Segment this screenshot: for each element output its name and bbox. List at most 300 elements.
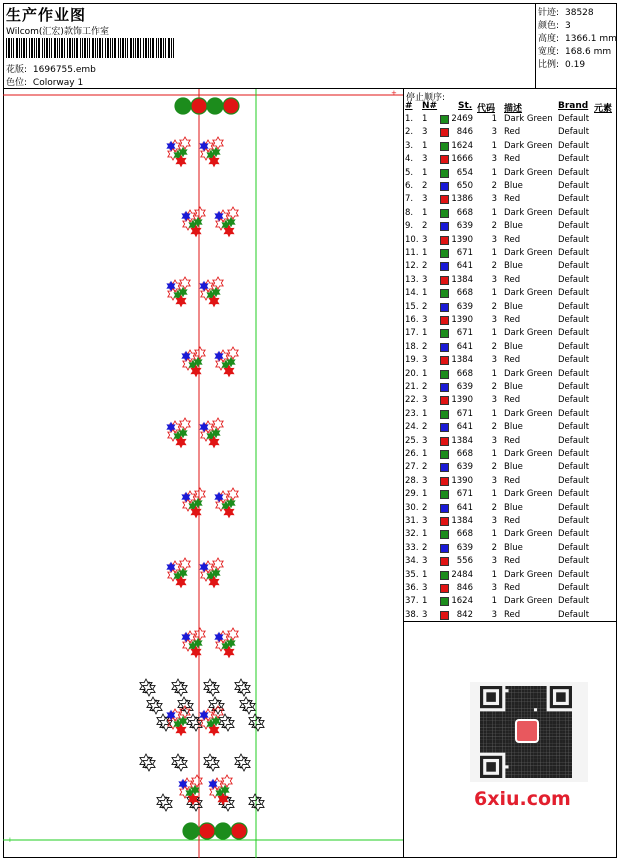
row-description: Red (504, 475, 521, 486)
row-code: 2 (491, 261, 497, 272)
row-brand: Default (558, 154, 590, 165)
row-stitches: 639 (456, 301, 473, 312)
row-code: 2 (491, 422, 497, 433)
row-brand: Default (558, 301, 590, 312)
row-stitches: 846 (456, 583, 473, 593)
row-stitches: 668 (456, 368, 473, 379)
row-stitches: 668 (456, 207, 473, 218)
table-row (404, 328, 617, 341)
table-row (404, 449, 617, 462)
row-index: 5. (405, 167, 414, 178)
row-description: Red (504, 315, 521, 325)
row-stitches: 1624 (451, 596, 473, 607)
row-stitches: 1384 (451, 355, 473, 366)
color-swatch (440, 396, 449, 405)
row-needle: 1 (422, 408, 428, 419)
row-brand: Default (558, 529, 590, 540)
row-code: 3 (491, 234, 497, 245)
row-index: 6. (405, 181, 414, 191)
row-index: 27. (405, 462, 419, 473)
row-stitches: 1390 (451, 475, 473, 486)
row-description: Red (504, 583, 521, 593)
row-description: Blue (504, 382, 523, 392)
row-stitches: 668 (456, 529, 473, 540)
color-swatch (440, 611, 449, 620)
row-description: Red (504, 274, 521, 285)
row-description: Red (504, 609, 521, 620)
row-stitches: 1666 (451, 154, 473, 165)
row-stitches: 1384 (451, 516, 473, 526)
row-description: Blue (504, 221, 523, 232)
color-swatch (440, 383, 449, 392)
row-description: Dark Green (504, 288, 553, 299)
row-code: 3 (491, 154, 497, 165)
row-needle: 1 (422, 489, 428, 500)
row-description: Dark Green (504, 408, 553, 419)
row-code: 1 (491, 529, 497, 540)
color-swatch (440, 329, 449, 338)
row-stitches: 671 (456, 489, 473, 500)
qr-code (470, 682, 588, 782)
row-brand: Default (558, 114, 590, 124)
row-stitches: 2484 (451, 569, 473, 580)
col-idx: # (405, 101, 413, 111)
row-stitches: 641 (456, 261, 473, 272)
color-swatch (440, 343, 449, 352)
row-needle: 1 (422, 207, 428, 218)
row-description: Dark Green (504, 489, 553, 500)
table-row (404, 181, 617, 194)
row-code: 1 (491, 114, 497, 124)
color-swatch (440, 276, 449, 285)
row-brand: Default (558, 355, 590, 366)
row-code: 1 (491, 288, 497, 299)
table-row (404, 556, 617, 569)
color-swatch (440, 169, 449, 178)
row-brand: Default (558, 596, 590, 607)
table-row (404, 409, 617, 422)
table-row (404, 462, 617, 475)
color-swatch (440, 222, 449, 231)
color-swatch (440, 142, 449, 151)
design-value: 1696755.emb (32, 65, 96, 75)
svg-text:+: + (7, 836, 13, 844)
row-needle: 2 (422, 221, 428, 232)
row-brand: Default (558, 583, 590, 593)
row-index: 28. (405, 475, 419, 486)
table-row (404, 436, 617, 449)
row-brand: Default (558, 234, 590, 245)
table-row (404, 315, 617, 328)
row-stitches: 639 (456, 221, 473, 232)
row-description: Dark Green (504, 140, 553, 151)
barcode (6, 38, 176, 58)
row-stitches: 1384 (451, 274, 473, 285)
row-stitches: 2469 (451, 114, 473, 124)
table-row (404, 422, 617, 435)
row-needle: 2 (422, 382, 428, 392)
row-description: Blue (504, 422, 523, 433)
table-row (404, 342, 617, 355)
col-code: 代码 (477, 104, 496, 114)
info-width: 宽度: 168.6 mm (538, 47, 612, 57)
table-row (404, 141, 617, 154)
row-needle: 3 (422, 194, 428, 205)
row-brand: Default (558, 502, 590, 513)
row-index: 11. (405, 248, 419, 258)
col-description: 描述 (504, 104, 523, 114)
color-swatch (440, 370, 449, 379)
row-brand: Default (558, 274, 590, 285)
row-description: Dark Green (504, 368, 553, 379)
row-needle: 3 (422, 154, 428, 165)
row-brand: Default (558, 261, 590, 272)
row-index: 32. (405, 529, 419, 540)
row-index: 18. (405, 341, 419, 352)
row-code: 3 (491, 556, 497, 567)
row-brand: Default (558, 315, 590, 325)
row-description: Dark Green (504, 569, 553, 580)
row-brand: Default (558, 475, 590, 486)
colorway (6, 75, 83, 88)
row-index: 38. (405, 609, 419, 620)
row-index: 10. (405, 234, 419, 245)
info-scale: 比例: 0.19 (538, 60, 586, 70)
design-preview-panel (3, 89, 404, 858)
color-swatch (440, 195, 449, 204)
color-swatch (440, 571, 449, 580)
row-code: 2 (491, 181, 497, 191)
row-index: 4. (405, 154, 414, 165)
row-code: 1 (491, 569, 497, 580)
row-brand: Default (558, 408, 590, 419)
row-brand: Default (558, 181, 590, 191)
row-code: 1 (491, 207, 497, 218)
watermark-site: 6xiu.com (474, 788, 571, 810)
row-code: 1 (491, 368, 497, 379)
row-brand: Default (558, 382, 590, 392)
row-needle: 1 (422, 529, 428, 540)
row-needle: 3 (422, 435, 428, 446)
row-needle: 2 (422, 462, 428, 473)
row-needle: 1 (422, 596, 428, 607)
table-row (404, 127, 617, 140)
col-brand: Brand (558, 101, 589, 111)
color-swatch (440, 504, 449, 513)
row-code: 1 (491, 596, 497, 607)
row-description: Dark Green (504, 114, 553, 124)
row-code: 2 (491, 462, 497, 473)
row-brand: Default (558, 127, 590, 138)
row-stitches: 842 (456, 609, 473, 620)
row-stitches: 1390 (451, 234, 473, 245)
row-stitches: 641 (456, 502, 473, 513)
row-code: 1 (491, 408, 497, 419)
row-index: 20. (405, 368, 419, 379)
row-code: 3 (491, 274, 497, 285)
row-description: Red (504, 395, 521, 406)
row-brand: Default (558, 609, 590, 620)
row-index: 29. (405, 489, 419, 500)
color-swatch (440, 236, 449, 245)
color-swatch (440, 410, 449, 419)
col-element: 元素 (594, 104, 613, 114)
row-description: Dark Green (504, 167, 553, 178)
row-brand: Default (558, 516, 590, 526)
row-code: 3 (491, 435, 497, 446)
color-swatch (440, 128, 449, 137)
color-swatch (440, 517, 449, 526)
row-index: 24. (405, 422, 419, 433)
row-index: 13. (405, 274, 419, 285)
row-stitches: 639 (456, 382, 473, 392)
row-code: 2 (491, 221, 497, 232)
color-swatch (440, 115, 449, 124)
table-row (404, 235, 617, 248)
row-code: 2 (491, 382, 497, 392)
row-code: 2 (491, 502, 497, 513)
color-swatch (440, 316, 449, 325)
row-code: 3 (491, 516, 497, 526)
row-description: Red (504, 435, 521, 446)
row-needle: 2 (422, 542, 428, 553)
row-brand: Default (558, 328, 590, 339)
row-needle: 3 (422, 516, 428, 526)
row-needle: 3 (422, 583, 428, 593)
row-stitches: 654 (456, 167, 473, 178)
row-description: Dark Green (504, 449, 553, 459)
row-brand: Default (558, 288, 590, 299)
row-brand: Default (558, 542, 590, 553)
row-needle: 1 (422, 114, 428, 124)
table-row (404, 583, 617, 596)
row-index: 15. (405, 301, 419, 312)
row-index: 34. (405, 556, 419, 567)
row-description: Red (504, 234, 521, 245)
color-swatch (440, 530, 449, 539)
row-needle: 3 (422, 274, 428, 285)
row-code: 3 (491, 583, 497, 593)
info-stitches: 针迹: 38528 (538, 8, 594, 18)
row-description: Blue (504, 462, 523, 473)
info-colors: 颜色: 3 (538, 21, 571, 31)
row-index: 2. (405, 127, 414, 138)
row-index: 9. (405, 221, 414, 232)
color-swatch (440, 423, 449, 432)
design-label: 花版: (6, 65, 28, 75)
row-needle: 3 (422, 127, 428, 138)
table-row (404, 261, 617, 274)
color-swatch (440, 289, 449, 298)
row-needle: 3 (422, 234, 428, 245)
table-row (404, 610, 617, 623)
row-needle: 1 (422, 449, 428, 459)
colorway-label: 色位: (6, 78, 28, 88)
row-description: Red (504, 127, 521, 138)
row-code: 1 (491, 328, 497, 339)
row-description: Dark Green (504, 529, 553, 540)
table-row (404, 570, 617, 583)
table-row (404, 382, 617, 395)
color-swatch (440, 450, 449, 459)
svg-text:+: + (391, 89, 397, 97)
row-description: Dark Green (504, 328, 553, 339)
row-stitches: 641 (456, 341, 473, 352)
row-description: Blue (504, 542, 523, 553)
row-code: 3 (491, 475, 497, 486)
table-row (404, 489, 617, 502)
table-row (404, 302, 617, 315)
row-index: 33. (405, 542, 419, 553)
row-stitches: 641 (456, 422, 473, 433)
row-stitches: 1390 (451, 395, 473, 406)
table-row (404, 288, 617, 301)
color-swatch (440, 557, 449, 566)
table-row (404, 516, 617, 529)
table-row (404, 168, 617, 181)
row-description: Red (504, 355, 521, 366)
row-code: 3 (491, 609, 497, 620)
row-code: 2 (491, 341, 497, 352)
page-title: 生产作业图 (6, 6, 87, 24)
row-index: 21. (405, 382, 419, 392)
row-description: Dark Green (504, 596, 553, 607)
row-code: 1 (491, 248, 497, 258)
row-index: 30. (405, 502, 419, 513)
color-swatch (440, 490, 449, 499)
row-index: 26. (405, 449, 419, 459)
row-description: Blue (504, 502, 523, 513)
row-index: 8. (405, 207, 414, 218)
row-code: 2 (491, 301, 497, 312)
row-description: Red (504, 556, 521, 567)
row-code: 1 (491, 449, 497, 459)
row-code: 3 (491, 315, 497, 325)
row-index: 35. (405, 569, 419, 580)
row-needle: 1 (422, 167, 428, 178)
row-index: 14. (405, 288, 419, 299)
row-stitches: 1390 (451, 315, 473, 325)
colorway-value: Colorway 1 (32, 78, 84, 88)
row-stitches: 556 (456, 556, 473, 567)
row-needle: 2 (422, 341, 428, 352)
row-stitches: 1624 (451, 140, 473, 151)
row-stitches: 639 (456, 462, 473, 473)
row-needle: 1 (422, 569, 428, 580)
row-index: 37. (405, 596, 419, 607)
row-brand: Default (558, 422, 590, 433)
row-needle: 2 (422, 261, 428, 272)
color-swatch (440, 182, 449, 191)
row-needle: 2 (422, 301, 428, 312)
row-stitches: 668 (456, 288, 473, 299)
row-index: 23. (405, 408, 419, 419)
row-brand: Default (558, 194, 590, 205)
table-row (404, 114, 617, 127)
row-index: 3. (405, 140, 414, 151)
row-description: Blue (504, 301, 523, 312)
table-row (404, 208, 617, 221)
row-stitches: 671 (456, 408, 473, 419)
row-needle: 1 (422, 248, 428, 258)
table-row (404, 529, 617, 542)
color-swatch (440, 584, 449, 593)
row-needle: 3 (422, 475, 428, 486)
row-stitches: 1384 (451, 435, 473, 446)
row-index: 31. (405, 516, 419, 526)
row-needle: 2 (422, 422, 428, 433)
row-brand: Default (558, 556, 590, 567)
row-description: Red (504, 154, 521, 165)
table-row (404, 221, 617, 234)
color-swatch (440, 209, 449, 218)
row-description: Blue (504, 261, 523, 272)
table-row (404, 154, 617, 167)
embroidery-design-preview (3, 89, 404, 858)
design-file (6, 62, 96, 75)
row-brand: Default (558, 489, 590, 500)
color-swatch (440, 303, 449, 312)
row-index: 19. (405, 355, 419, 366)
row-index: 7. (405, 194, 414, 205)
table-row (404, 596, 617, 609)
row-stitches: 846 (456, 127, 473, 138)
row-stitches: 671 (456, 248, 473, 258)
row-needle: 3 (422, 556, 428, 567)
row-brand: Default (558, 248, 590, 258)
row-needle: 1 (422, 140, 428, 151)
row-brand: Default (558, 462, 590, 473)
row-brand: Default (558, 368, 590, 379)
table-row (404, 476, 617, 489)
row-description: Red (504, 194, 521, 205)
col-stitches: St. (458, 101, 473, 111)
table-row (404, 355, 617, 368)
color-swatch (440, 437, 449, 446)
color-swatch (440, 356, 449, 365)
row-index: 1. (405, 114, 414, 124)
color-swatch (440, 463, 449, 472)
row-needle: 3 (422, 395, 428, 406)
row-brand: Default (558, 395, 590, 406)
row-brand: Default (558, 341, 590, 352)
table-row (404, 248, 617, 261)
info-height: 高度: 1366.1 mm (538, 34, 617, 44)
color-swatch (440, 544, 449, 553)
table-row (404, 543, 617, 556)
row-code: 1 (491, 140, 497, 151)
row-description: Dark Green (504, 248, 553, 258)
color-swatch (440, 262, 449, 271)
table-row (404, 369, 617, 382)
row-index: 22. (405, 395, 419, 406)
row-index: 36. (405, 583, 419, 593)
row-needle: 3 (422, 355, 428, 366)
row-stitches: 650 (456, 181, 473, 191)
info-divider (535, 3, 536, 88)
row-stitches: 668 (456, 449, 473, 459)
color-swatch (440, 597, 449, 606)
row-needle: 3 (422, 609, 428, 620)
table-row (404, 194, 617, 207)
row-code: 1 (491, 167, 497, 178)
table-row (404, 275, 617, 288)
row-code: 3 (491, 194, 497, 205)
row-index: 12. (405, 261, 419, 272)
row-index: 25. (405, 435, 419, 446)
row-brand: Default (558, 221, 590, 232)
row-code: 3 (491, 127, 497, 138)
